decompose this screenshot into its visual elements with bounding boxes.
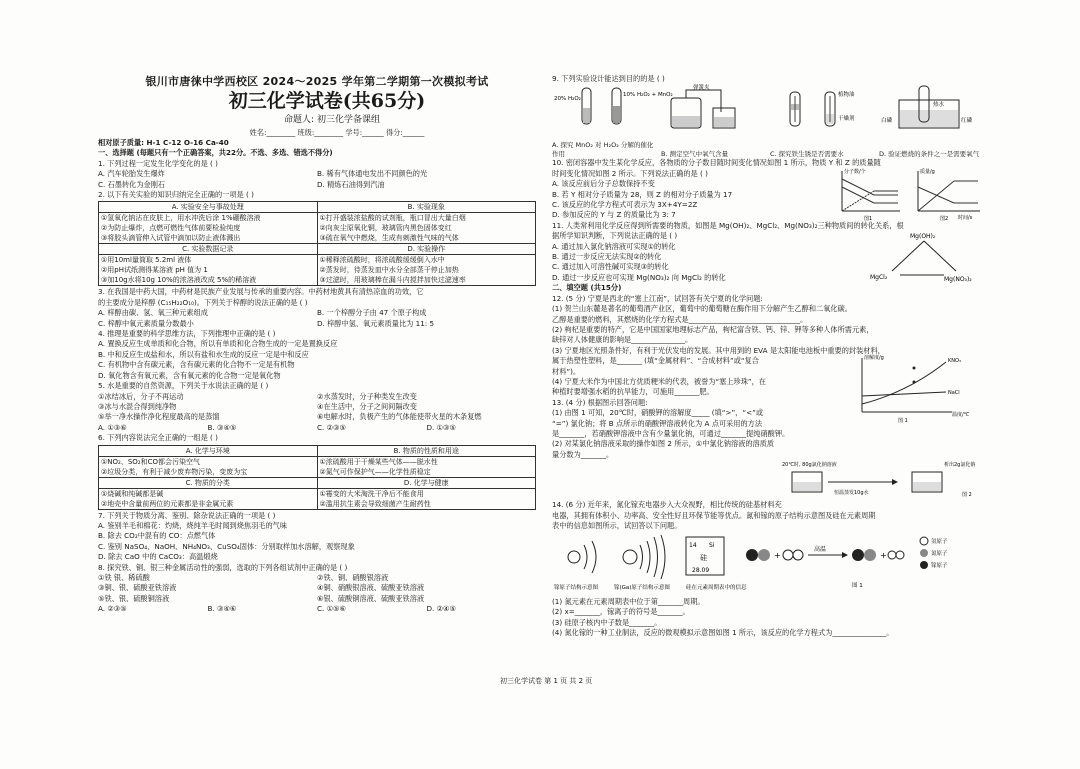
caption: A. 探究 MnO₂ 对 H₂O₂ 分解的催化作用: [552, 141, 654, 158]
statement: ③冰与水混合得到纯净物: [98, 401, 177, 411]
conversion-triangle: [870, 229, 980, 283]
atomic-mass: 相对原子质量: H-1 C-12 O-16 Ca-40: [98, 138, 229, 147]
rust-tubes-illustration: [770, 84, 874, 134]
question-14-figures: [552, 531, 984, 593]
question-13-1-cont: “=”) 氯化钠；将 B 点所示的硝酸钾溶液转化为 A 点可采用的方法: [552, 418, 763, 428]
question-10-body: [552, 169, 984, 221]
question-1: 1. 下列过程一定发生化学变化的是 ( ): [98, 158, 218, 168]
right-column: [552, 74, 984, 638]
legend-label: 氮原子: [931, 551, 948, 558]
question-14-1: (1) 氮元素在元素周期表中位于第_______周期。: [552, 596, 705, 606]
option: B. 除去 CO₂中混有的 CO：点燃气体: [98, 531, 216, 541]
option: B. 通过一步反应无法实现②的转化: [552, 252, 662, 262]
label: 20℃时, 80g氯化钠溶液: [782, 462, 837, 469]
table-header: B. 实验现象: [317, 202, 536, 213]
option: D. 氧化物含有氧元素，含有氧元素的化合物一定是氧化物: [98, 370, 281, 380]
question-13-2: (2) 对某氯化钠溶液采取的操作如图 2 所示，①中氯化钠溶液的溶质质: [552, 439, 775, 449]
choice: B. ③④⑥: [207, 604, 237, 614]
question-3-options-2: [98, 319, 536, 329]
cell-line: ①稀释浓硫酸时，将浓硫酸缓缓倒入水中: [319, 256, 445, 265]
question-14: 14. (6 分) 近年来，氮化镓充电器步入大众视野，相比传统的硅基材料充: [552, 500, 782, 510]
axis-label: 时间/s: [958, 214, 973, 221]
question-12-4: (4) 宁夏大米作为中国北方优质粳米的代表，被誉为“塞上珍珠”，在: [552, 376, 766, 386]
question-12-2: (2) 枸杞是重要的特产，它是中国国家地理标志产品，枸杞富含铁、钙、锌、钾等多种人体所需元素，: [552, 324, 874, 334]
plus-sign: +: [880, 551, 887, 561]
choice: C. ②③⑤: [317, 422, 346, 432]
choice: D. ②④⑤: [426, 604, 456, 614]
option: D. 精炼石油得到汽油: [317, 179, 385, 189]
caption: C. 探究铁生锈是否需要水: [770, 149, 844, 158]
node-label: Mg(OH)₂: [910, 233, 936, 241]
table-cell: [99, 456, 318, 477]
question-3: 3. 在我国是中药大国，中药材是民族产业发展与传承的重要内容。中药材地黄具有清热凉血的功效，它: [98, 287, 424, 297]
question-14-2: (2) x=_______，镓离子的符号是_______。: [552, 607, 690, 617]
figure-label: 图 2: [962, 492, 972, 499]
question-14-cont: 电器，其拥有体积小、功率高、安全性好且环保节能等优点。氮和镓的原子结构示意图及硅在元素周期: [552, 510, 876, 520]
section-2-heading: 二、填空题 (共15分): [552, 283, 622, 293]
option: D. 通过一步反应也可实现 Mg(NO₃)₂ 向 MgCl₂ 的转化: [552, 272, 726, 282]
cell-line: ①霉变的大米淘洗干净后不能食用: [319, 489, 424, 498]
label: 干燥剂: [838, 116, 855, 123]
curve-label: KNO₃: [948, 358, 961, 365]
cell-line: ①打开盛装浓盐酸的试剂瓶，瓶口冒出大量白烟: [319, 214, 466, 223]
question-13: 13. (4 分) 根据图示回答问题:: [552, 397, 648, 407]
table-cell: [317, 255, 536, 286]
experiment-c: [770, 84, 875, 158]
question-8: 8. 探究铁、铜、银三种金属活动性的强弱，选取的下列各组试剂中正确的是 ( ): [98, 562, 348, 572]
condition-label: 高温: [814, 546, 827, 554]
option: A. 通过加入氯化钠溶液可实现①的转化: [552, 241, 676, 251]
evaporation-diagram: [772, 458, 984, 500]
cell-line: ①氢氧化钠沾在皮肤上，用水冲洗后涂 1%硼酸溶液: [101, 214, 261, 223]
question-9: 9. 下列实验设计能达到目的的是 ( ): [552, 74, 665, 83]
choice: B. ③④⑤: [207, 422, 237, 432]
label: 白磷: [881, 118, 893, 125]
reagent-set: ④铜、硝酸银溶液、硫酸亚铁溶液: [317, 583, 425, 593]
cell-line: ①用10ml量筒取 5.2ml 液体: [101, 256, 192, 265]
table-cell: [99, 213, 318, 244]
cell-line: ②向灰尘原氧化铜，玻璃管内黑色固体变红: [319, 224, 452, 233]
option: B. 稀有气体通电发出不同颜色的光: [317, 169, 428, 179]
option: A. 梓醇由碳、氢、氧三种元素组成: [98, 308, 208, 318]
choice: C. ①⑤⑥: [317, 604, 346, 614]
option: C. 鉴别 NaSO₄、NaOH、NH₄NO₃、CuSO₄固体：分别取样加水溶解，观察现象: [98, 541, 355, 551]
plus-sign: +: [774, 551, 781, 561]
gas-bottle-illustration: [661, 84, 765, 134]
option: D. 除去 CaO 中的 CaCO₃：高温煅烧: [98, 552, 218, 562]
test-tubes-illustration: [552, 84, 673, 134]
student-info: 姓名:________ 班级:________ 学号:______ 得分:______: [249, 128, 425, 137]
question-10-cont: 时间变化情况如图 2 所示。下列说法正确的是 ( ): [552, 168, 708, 178]
figure-caption: 镓(Ga)原子结构示意图: [614, 585, 670, 592]
option: C. 梓醇中氧元素质量分数最小: [98, 318, 194, 328]
reagent-set: ⑥银、硫酸铜溶液、硫酸亚铁溶液: [317, 593, 425, 603]
element-name: 硅: [700, 554, 707, 563]
exam-title: 初三化学试卷(共65分): [228, 90, 426, 112]
statement: ⑤举一净水操作净化程度最高的是蒸馏: [98, 412, 220, 422]
cell-line: ③过滤时，用玻璃棒在漏斗内搅拌加快过滤速率: [319, 276, 466, 285]
question-13-2-cont: 量分数为_______。: [552, 449, 614, 459]
question-13-figure-2: [552, 460, 984, 500]
reagent-set: ⑤铁、银、硫酸铜溶液: [98, 593, 170, 603]
table-cell: [317, 488, 536, 509]
question-5-statements-2: [98, 402, 536, 412]
cell-line: ③硫在氧气中燃烧，生成有刺激性气味的气体: [319, 234, 459, 243]
axis-label: 溶解度/g: [864, 355, 884, 362]
question-2: 2. 以下有关实验的知识归纳完全正确的一项是 ( ): [98, 190, 254, 200]
question-13-1: (1) 由图 1 可知，20℃时，硝酸钾的溶解度_____ (填“>”，“<”或: [552, 408, 764, 418]
question-13-1-cont2: 是_______，若硝酸钾溶液中含有少量氯化钠，可通过_______提纯硝酸钾。: [552, 428, 790, 438]
statement: ⑥电解水时，负极产生的气体能使带火星的木条复燃: [317, 412, 482, 422]
option: C. 石墨转化为金刚石: [98, 179, 166, 189]
label: 弹簧夹: [693, 85, 710, 92]
question-4: 4. 推理是重要的科学思维方法，下列推理中正确的是 ( ): [98, 329, 276, 339]
question-8-choices: [98, 604, 536, 614]
option: A. 汽车轮胎发生爆炸: [98, 169, 165, 179]
option: B. 中和反应生成盐和水，所以有盐和水生成的反应一定是中和反应: [98, 349, 309, 359]
page-footer: 初三化学试卷 第 1 页 共 2 页: [500, 677, 593, 685]
cell-line: ②蒸发时，待蒸发皿中水分全部蒸干停止加热: [319, 266, 459, 275]
choice: A. ②③⑤: [98, 604, 127, 614]
figure-caption: 硅在元素周期表中的信息: [686, 585, 747, 592]
label: 20% H₂O₂: [554, 96, 581, 103]
question-11-body: [552, 231, 984, 283]
question-5-statements-3: [98, 412, 536, 422]
question-9-apparatus: [552, 84, 984, 158]
table-header: D. 化学与健康: [317, 477, 536, 488]
question-12-3-cont: 属于热塑性塑料，是_______ (填“金属材料”、“合成材料”或“复合: [552, 356, 759, 366]
question-12-3: (3) 宁夏地区光照条件好，有利于光伏发电的发展。其中用到的 EVA 是太阳能电池板中重要的封装材料，: [552, 345, 885, 355]
left-column: [98, 74, 536, 615]
question-12-2-cont: 缺锌对人体健康的影响是_______________。: [552, 335, 693, 345]
question-14-3: (3) 硅原子核内中子数是_______。: [552, 617, 662, 627]
cell-line: ①NO₂、SO₂和CO都会污染空气: [101, 457, 200, 466]
label: 植物油: [838, 92, 855, 99]
question-11-cont: 据所学知识判断，下列说法正确的是 ( ): [552, 231, 678, 241]
table-header: B. 物质的性质和用途: [317, 445, 536, 456]
question-1-options: [98, 169, 536, 179]
question-5: 5. 水是重要的自然资源，下列关于水说法正确的是 ( ): [98, 381, 269, 391]
statement: ①冰结冰后，分子不再运动: [98, 391, 184, 401]
figure-label: 图1: [864, 215, 873, 222]
combustion-illustration: [879, 84, 983, 134]
question-12-1-cont: 乙醇是重要的燃料，其燃烧的化学方程式是_______________________________。: [552, 314, 808, 324]
reagent-set: ③铜、银、硫酸亚铁溶液: [98, 583, 177, 593]
question-7: 7. 下列关于物质分离、鉴别、除杂说法正确的一项是 ( ): [98, 510, 276, 520]
cell-line: ③加10g水将10g 10%的浓溶液改成 5%的稀溶液: [101, 276, 257, 285]
question-6: 6. 下列内容说法完全正确的一组是 ( ): [98, 433, 218, 443]
label: 10% H₂O₂ + MnO₂: [623, 92, 673, 99]
option: B. 若 Y 相对分子质量为 28，则 Z 的相对分子质量为 17: [552, 189, 733, 199]
axis-label: 分子数/个: [844, 168, 866, 175]
question-14-cont2: 表中的信息如图所示，试回答以下问题。: [552, 521, 682, 530]
axis-label: 温度/℃: [952, 412, 970, 419]
curve-label: NaCl: [948, 390, 960, 397]
question-14-4: (4) 氮化镓的一种工业制法，反应的微观模拟示意图如图 1 所示，该反应的化学方程式为_______________。: [552, 628, 894, 638]
figure-label: 图2: [940, 215, 949, 222]
exam-title-line1: 银川市唐徕中学西校区 2024～2025 学年第二学期第一次模拟考试: [145, 75, 489, 88]
cell-line: ②氮气可作保护气——化学性质稳定: [319, 467, 431, 476]
question-3-cont: 的主要成分是梓醇 (C₁₅H₂₂O₁₀)。下列关于梓醇的说法正确的是 ( ): [98, 297, 308, 307]
question-8-reagents: [98, 573, 536, 583]
label: 析出2g氯化钠: [944, 462, 976, 469]
question-12-1: (1) 贺兰山东麓是著名的葡萄酒产业区，葡萄中的葡萄糖在酶作用下分解产生乙醇和二氧化碳。: [552, 304, 852, 314]
table-cell: [99, 488, 318, 509]
experiment-a: [552, 84, 673, 158]
figure-caption: 镓原子结构示意图: [554, 585, 599, 592]
label: 红磷: [961, 118, 973, 125]
question-12: 12. (5 分) 宁夏是西北的“塞上江南”，试回答有关宁夏的化学问题:: [552, 293, 763, 303]
question-1-options-2: [98, 180, 536, 190]
cell-line: ②为防止爆炸，点燃可燃性气体前要检验纯度: [101, 224, 241, 233]
statement: ④在生活中，分子之间间隔改变: [317, 401, 417, 411]
cell-line: ②滥用抗生素会导致细菌产生耐药性: [319, 499, 431, 508]
legend-label: 镓原子: [931, 563, 948, 570]
caption: D. 验证燃烧的条件之一是需要氧气: [879, 149, 980, 158]
cell-line: ③将胶头滴管伸入试管中滴加以防止液体溅出: [101, 234, 241, 243]
experiment-b: [661, 84, 766, 158]
question-12-3-cont2: 材料”)。: [552, 366, 581, 376]
label: 热水: [933, 102, 945, 109]
option: A. 鉴别羊毛和棉花：灼烧，烧纯羊毛时闻到烧焦羽毛的气味: [98, 520, 288, 530]
option: D. 梓醇中氢、氧元素质量比为 11: 5: [317, 318, 435, 328]
node-label: MgCl₂: [870, 274, 888, 282]
option: C. 该反应的化学方程式可表示为 3X+4Y=2Z: [552, 200, 698, 210]
cell-line: ②用pH试纸测得某溶液 pH 值为 1: [101, 266, 208, 275]
label: 恒温蒸发10g水: [834, 490, 869, 497]
option: C. 有机物中含有碳元素，含有碳元素的化合物不一定是有机物: [98, 360, 295, 370]
cell-line: ②地壳中含量前两位的元素都是非金属元素: [101, 499, 234, 508]
exam-author: 命题人: 初三化学备课组: [284, 115, 380, 125]
solubility-curve: [848, 352, 984, 426]
question-10-graphs: [834, 167, 984, 223]
table-header: A. 化学与环境: [99, 445, 318, 456]
atomic-mass: 28.09: [692, 567, 710, 575]
cell-line: ①浓硫酸用于干燥某些气体——脱水性: [319, 457, 438, 466]
table-cell: [99, 255, 318, 286]
option: A. 置换反应生成单质和化合物，所以有单质和化合物生成的一定是置换反应: [98, 339, 338, 349]
reagent-set: ②铁、铜、硝酸银溶液: [317, 572, 389, 582]
question-6-table: [98, 445, 536, 510]
question-5-statements: [98, 392, 536, 402]
element-symbol: Si: [709, 542, 715, 550]
statement: ②水蒸发时，分子种类发生改变: [317, 391, 417, 401]
question-8-reagents-3: [98, 594, 536, 604]
question-5-choices: [98, 423, 536, 433]
figure-label: 图 1: [898, 418, 908, 425]
question-10: 10. 密闭容器中发生某化学反应，各物质的分子数目随时间变化情况如图 1 所示，物质 Y 和 Z 的质量随: [552, 158, 881, 168]
question-3-options: [98, 308, 536, 318]
cell-line: ①烧碱和纯碱都是碱: [101, 489, 164, 498]
node-label: Mg(NO₃)₂: [944, 276, 972, 284]
figure-label: 图 1: [852, 583, 863, 590]
table-cell: [317, 456, 536, 477]
question-11: 11. 人类常利用化学反应得到所需要的物质，如图是 Mg(OH)₂、MgCl₂、Mg(NO₃)₂三种物质间的转化关系，根: [552, 220, 904, 230]
choice: D. ①③⑤: [426, 422, 456, 432]
option: A. 该反应前后分子总数保持不变: [552, 179, 655, 189]
option: C. 通过加入可溶性碱可实现③的转化: [552, 262, 669, 272]
choice: A. ①③⑥: [98, 422, 127, 432]
question-2-table: [98, 201, 536, 286]
atomic-number: 14: [689, 542, 697, 550]
table-header: C. 实验数据记录: [99, 244, 318, 255]
option: D. 参加反应的 Y 与 Z 的质量比为 3: 7: [552, 210, 676, 220]
table-header: D. 实验操作: [317, 244, 536, 255]
option: B. 一个梓醇分子由 47 个原子构成: [317, 308, 427, 318]
question-12-13-body: [552, 356, 984, 460]
table-cell: [317, 213, 536, 244]
table-header: C. 物质的分类: [99, 477, 318, 488]
reagent-set: ①铁 银、稀硫酸: [98, 572, 150, 582]
question-12-4-cont: 种植时要增强水稻的抗旱能力，可施用_______肥。: [552, 387, 714, 397]
question-8-reagents-2: [98, 583, 536, 593]
experiment-d: [879, 84, 984, 158]
table-header: A. 实验安全与事故处理: [99, 202, 318, 213]
section-1-heading: 一、选择题 (每题只有一个正确答案，共22分。不选、多选、错选不得分): [98, 148, 333, 158]
legend-label: 氢原子: [931, 539, 948, 546]
caption: B. 测定空气中氧气含量: [661, 149, 729, 158]
cell-line: ②垃圾分类，有利于减少废弃物污染，变废为宝: [101, 467, 248, 476]
axis-label: 质量/g: [920, 168, 935, 175]
